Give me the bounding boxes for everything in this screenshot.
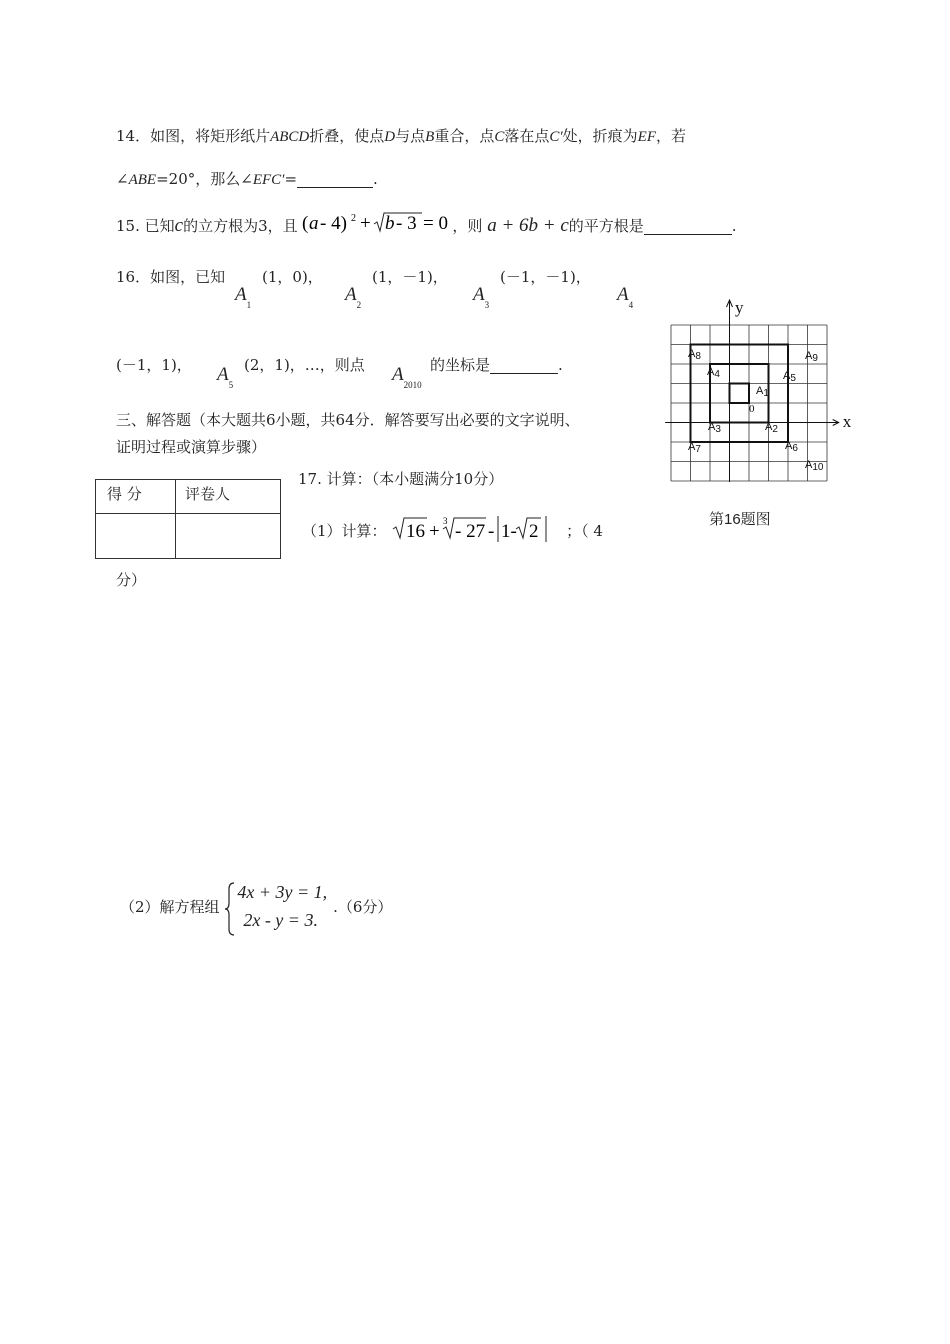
q15-line <box>116 211 737 237</box>
q14-c: C <box>494 129 505 145</box>
q17-p2-eq2: 2x - y = 3. <box>243 910 318 930</box>
q14-l2t1: =20°，那么∠ <box>156 170 253 188</box>
q16-answer-blank[interactable] <box>490 358 558 374</box>
q16-a1: (1，0)， <box>262 268 323 286</box>
svg-text:a: a <box>309 213 319 234</box>
q16-t-end: 的坐标是 <box>430 356 491 374</box>
q15-t4: 的平方根是 <box>568 217 644 235</box>
point-label-a1: A1 <box>756 385 769 399</box>
origin-label: 0 <box>749 403 755 415</box>
score-cell[interactable] <box>96 514 176 559</box>
q16-a5: (2，1)，…，则点 <box>244 356 365 374</box>
q15-t1: 15. 已知 <box>116 217 175 235</box>
point-label-a3: A3 <box>708 421 721 435</box>
q17-p1-tail: ；（ 4 <box>566 522 603 540</box>
q17-p2-label: （2）解方程组 <box>120 898 220 916</box>
q16-a3: (－1，－1)， <box>500 268 591 286</box>
y-axis-label: y <box>735 298 744 317</box>
q16-end: . <box>558 356 563 374</box>
q16-A2: $A_2$ <box>345 284 362 310</box>
svg-text:2: 2 <box>351 213 357 224</box>
q14-line2 <box>116 172 378 188</box>
svg-text:b: b <box>385 213 395 234</box>
q15-answer-blank[interactable] <box>644 219 732 235</box>
q16-A5: $A_5$ <box>217 364 234 390</box>
q17-p2-eq1: 4x + 3y = 1, <box>237 882 328 902</box>
point-label-a10: A10 <box>805 459 824 473</box>
q14-b: B <box>425 129 435 145</box>
q14-end: . <box>373 170 378 188</box>
q14-line1 <box>116 129 686 145</box>
q15-t3: ，则 <box>452 217 483 235</box>
point-label-a9: A9 <box>805 350 818 364</box>
q14-t5: 处，折痕为 <box>562 127 638 145</box>
q16-t1: 16．如图，已知 <box>116 268 226 286</box>
q16-a4: (－1，1)， <box>116 356 192 374</box>
point-label-a2: A2 <box>765 421 778 435</box>
q17-p1-label: （1）计算： <box>302 522 387 540</box>
q14-t4: 落在点 <box>504 127 550 145</box>
score-header: 得 分 <box>96 480 176 514</box>
q17-p1-expression <box>391 512 551 546</box>
svg-text:= 0: = 0 <box>423 213 449 234</box>
q14-t1: 折叠，使点 <box>309 127 385 145</box>
point-label-a7: A7 <box>688 441 701 455</box>
q14-ef: EF <box>637 129 656 145</box>
q14-d: D <box>384 129 396 145</box>
q14-angle: ∠ <box>116 170 129 188</box>
spiral-segment <box>730 384 750 404</box>
q17-p2-tail: .（6分） <box>333 898 393 916</box>
svg-text:+: + <box>429 521 441 542</box>
q14-answer-blank[interactable] <box>297 172 373 188</box>
point-label-a8: A8 <box>688 348 701 362</box>
q16-A2010: $A_{2010}$ <box>392 364 422 390</box>
point-label-a4: A4 <box>707 366 720 380</box>
x-axis-label: x <box>842 412 852 431</box>
q17-p1-tail2: 分） <box>116 571 147 589</box>
q14-cprime: C′ <box>549 129 563 145</box>
q14-t3: 重合，点 <box>434 127 495 145</box>
section3-line1: 三、解答题（本大题共6小题，共64分．解答要写出必要的文字说明、 <box>116 411 580 429</box>
point-label-a5: A5 <box>783 370 796 384</box>
q16-A1: $A_1$ <box>235 284 252 310</box>
q17-part1 <box>302 512 603 546</box>
brace-icon <box>224 881 236 937</box>
score-table <box>95 479 281 559</box>
q16-a2: (1，－1)， <box>372 268 448 286</box>
q16-A4: $A_4$ <box>617 284 634 310</box>
q17-part2 <box>120 881 392 937</box>
svg-text:- 3: - 3 <box>396 213 417 234</box>
grader-header: 评卷人 <box>176 480 281 514</box>
q14-abcd: ABCD <box>270 129 310 145</box>
q14-efc: EFC′ <box>252 172 285 188</box>
svg-text:- 27: - 27 <box>455 521 486 542</box>
q15-expr <box>487 215 569 236</box>
q14-t2: 与点 <box>395 127 426 145</box>
q14-l2t2: = <box>284 170 298 188</box>
q14-num: 14．如图，将矩形纸片 <box>116 127 271 145</box>
svg-text:1-: 1- <box>501 521 518 542</box>
svg-text:3: 3 <box>443 516 448 526</box>
svg-text:-: - <box>488 521 495 542</box>
q16-A3: $A_3$ <box>473 284 490 310</box>
q15-t2: 的立方根为3，且 <box>183 217 298 235</box>
q15-c: c <box>174 215 184 236</box>
q15-end: . <box>731 217 737 235</box>
q17-title: 17. 计算：（本小题满分10分） <box>298 470 504 488</box>
svg-text:- 4): - 4) <box>320 213 348 234</box>
section3-line2: 证明过程或演算步骤） <box>116 438 267 456</box>
svg-text:2: 2 <box>529 521 539 542</box>
point-label-a6: A6 <box>785 440 798 454</box>
svg-text:16: 16 <box>406 521 426 542</box>
figure-caption: 第16题图 <box>709 511 771 528</box>
q14-abe: ABE <box>128 172 157 188</box>
grader-cell[interactable] <box>176 514 281 559</box>
q14-t6: ，若 <box>656 127 687 145</box>
svg-text:(: ( <box>302 213 309 234</box>
q15-equation <box>302 211 452 237</box>
q16-tail <box>430 358 563 374</box>
q17-p2-system <box>224 881 334 937</box>
q16-figure <box>652 297 852 482</box>
q15-expr-text: a + 6b + c <box>487 215 569 236</box>
svg-text:+: + <box>360 213 372 234</box>
